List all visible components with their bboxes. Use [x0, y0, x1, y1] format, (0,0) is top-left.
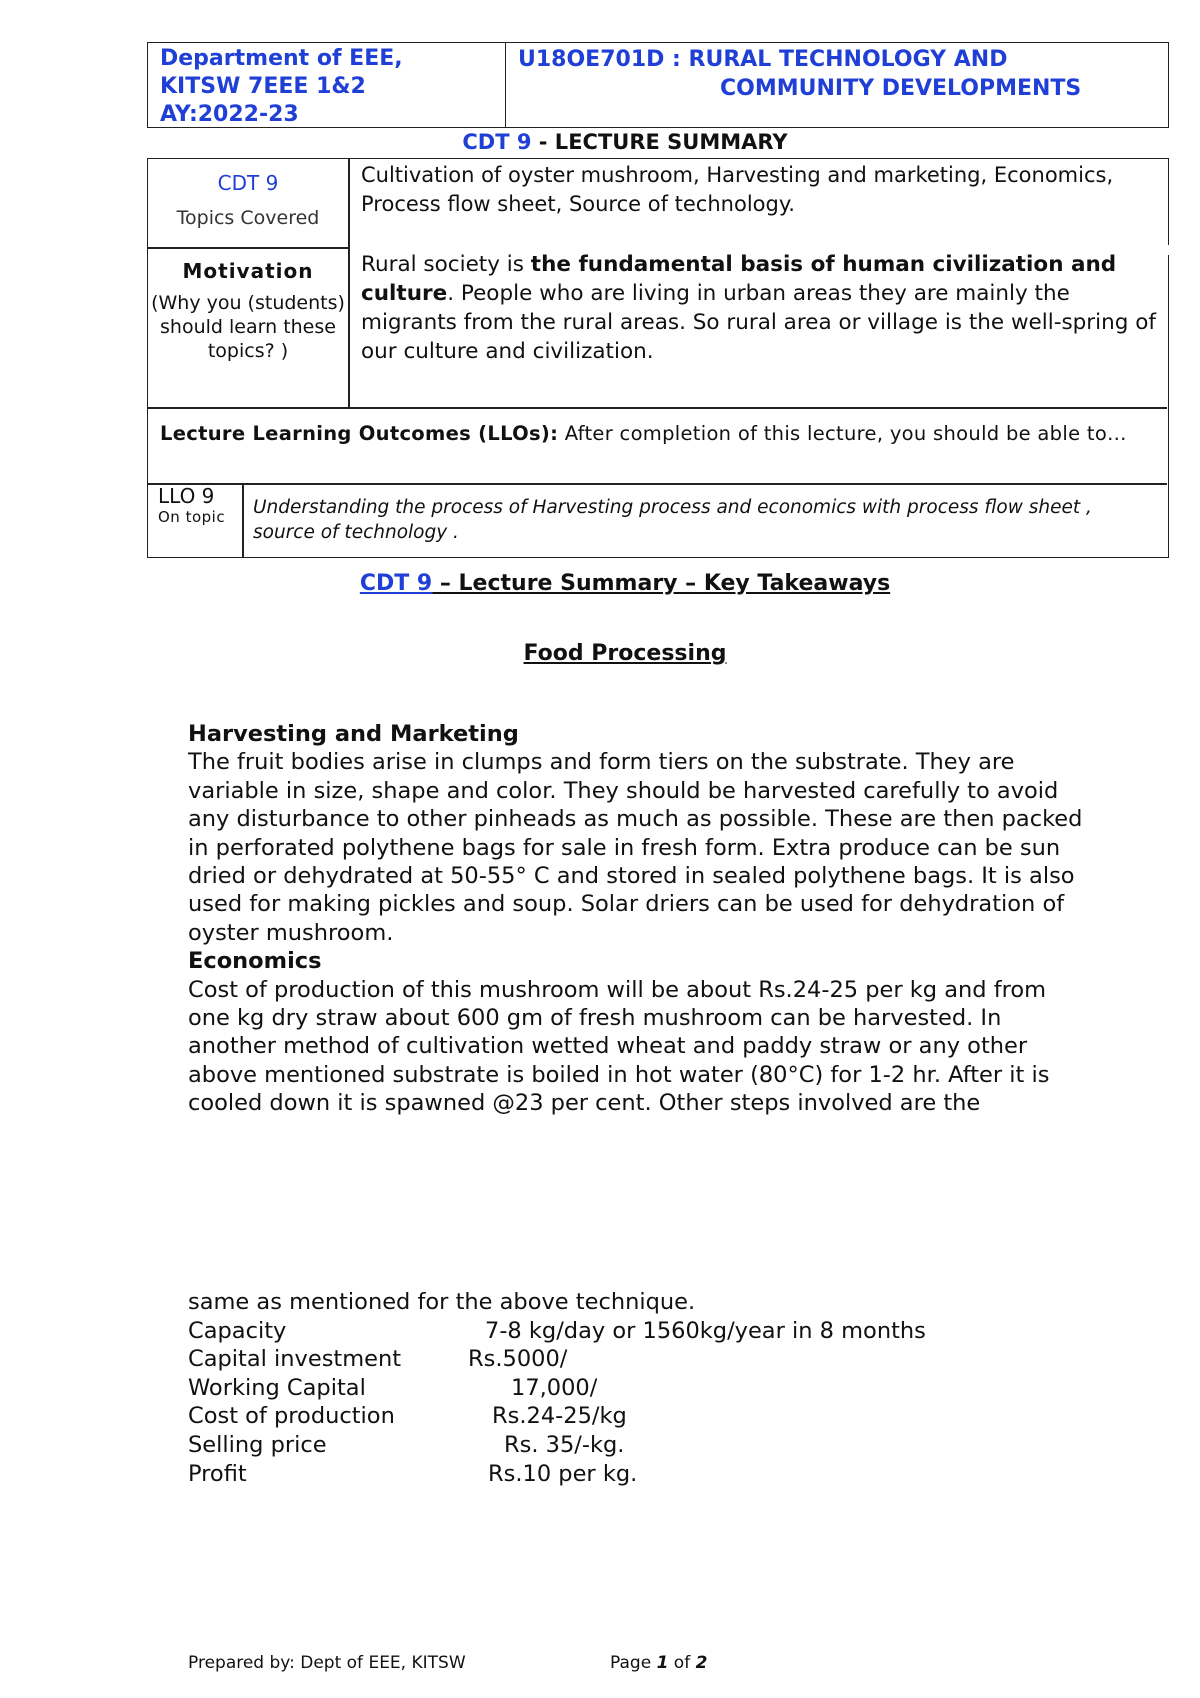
- motivation-text-end: . People who are living in urban areas they are mainly the migrants from the rural areas. So rural area or village is the well-spring of our culture and civilization.: [361, 281, 1156, 364]
- harvesting-paragraph: The fruit bodies arise in clumps and form tiers on the substrate. They are variable in size, shape and color. They should be harvested carefully to avoid any disturbance to other pinheads as much as possible. These are then packed in perforated polythene bags for sale in fresh form. Extra produce can be sun dried or dehydrated at 50-55° C and stored in sealed polythene bags. It is also used for making pickles and soup. Solar driers can be used for dehydration of oyster mushroom.: [188, 749, 1083, 946]
- footer-page-number: [610, 1653, 707, 1673]
- footer-total-pages: 2: [695, 1653, 708, 1673]
- course-title-continued: COMMUNITY DEVELOPMENTS: [720, 76, 1082, 101]
- figure-value: Rs. 35/-kg.: [504, 1431, 625, 1458]
- motivation-text-start: Rural society is: [361, 252, 531, 277]
- economics-paragraph: Cost of production of this mushroom will be about Rs.24-25 per kg and from one kg dry straw about 600 gm of fresh mushroom can be harvested. In another method of cultivation wetted wheat and paddy straw or any other above mentioned substrate is boiled in hot water (80°C) for 1-2 hr. After it is cooled down it is spawned @23 per cent. Other steps involved are the: [188, 976, 1050, 1117]
- figure-value: 17,000/: [511, 1374, 598, 1401]
- llo-number-cell: [158, 485, 238, 527]
- topics-cdt-label: CDT 9: [217, 171, 279, 195]
- motivation-label: Motivation: [182, 259, 314, 283]
- figure-row: [188, 1317, 1088, 1346]
- key-takeaways-title: [0, 571, 1200, 596]
- figure-label: Capital investment: [188, 1346, 402, 1373]
- course-code-title: U18OE701D : RURAL TECHNOLOGY AND: [518, 47, 1008, 72]
- motivation-label-cell: [148, 249, 348, 407]
- figure-label: Capacity: [188, 1317, 287, 1344]
- figure-value: Rs.5000/: [468, 1346, 568, 1373]
- figure-label: Working Capital: [188, 1374, 366, 1401]
- footer-current-page: 1: [656, 1653, 669, 1673]
- llo-number: LLO 9: [158, 484, 215, 508]
- summary-cdt-label: CDT 9: [462, 130, 532, 154]
- figure-label: Profit: [188, 1460, 247, 1487]
- footer-prepared-by: Prepared by: Dept of EEE, KITSW: [188, 1653, 466, 1673]
- llo-description: Understanding the process of Harvesting process and economics with process flow sheet , source of technology .: [253, 497, 1092, 543]
- figure-row: [188, 1374, 1088, 1403]
- figure-row: [188, 1345, 1088, 1374]
- key-takeaways-text: – Lecture Summary – Key Takeaways: [432, 571, 891, 596]
- department-cell: [148, 43, 506, 127]
- figure-value: 7-8 kg/day or 1560kg/year in 8 months: [485, 1317, 926, 1344]
- academic-year: AY:2022-23: [160, 102, 299, 127]
- topics-text: Cultivation of oyster mushroom, Harvesting and marketing, Economics, Process flow sheet, Source of technology.: [361, 163, 1114, 216]
- economics-heading: Economics: [188, 948, 322, 975]
- figure-row: [188, 1402, 1088, 1431]
- llo-heading: Lecture Learning Outcomes (LLOs):: [160, 422, 559, 445]
- section-title: Food Processing: [523, 641, 727, 666]
- llo-intro-text: After completion of this lecture, you should be able to…: [558, 422, 1127, 445]
- body-text: [188, 720, 1088, 1118]
- figure-value: Rs.24-25/kg: [492, 1403, 627, 1430]
- lecture-summary-table: [147, 158, 1169, 558]
- economics-continued: same as mentioned for the above technique.: [188, 1289, 696, 1315]
- topics-label-cell: [148, 159, 348, 247]
- footer-of-word: of: [668, 1653, 696, 1673]
- row-divider: [148, 407, 1167, 409]
- row-divider: [148, 483, 1167, 485]
- motivation-sublabel: (Why you (students) should learn these topics? ): [151, 292, 345, 362]
- figure-value: Rs.10 per kg.: [488, 1460, 638, 1487]
- figure-row: [188, 1431, 1088, 1460]
- key-takeaways-cdt-label: CDT 9: [359, 571, 433, 596]
- figure-row: [188, 1460, 1088, 1489]
- course-cell: [506, 43, 1168, 127]
- harvesting-heading: Harvesting and Marketing: [188, 721, 519, 747]
- column-divider: [348, 159, 350, 407]
- figure-label: Selling price: [188, 1431, 327, 1458]
- column-divider: [242, 483, 244, 557]
- topics-covered-label: Topics Covered: [176, 207, 320, 229]
- class-name: KITSW 7EEE 1&2: [160, 74, 366, 99]
- figure-label: Cost of production: [188, 1403, 395, 1430]
- motivation-text-bold: the fundamental basis of human civilization and culture: [361, 252, 1117, 306]
- department-name: Department of EEE,: [160, 46, 403, 71]
- motivation-text: [361, 250, 1169, 366]
- llo-on-topic: On topic: [158, 508, 226, 526]
- footer-page-word: Page: [610, 1653, 657, 1673]
- lecture-summary-title: [0, 130, 1200, 154]
- header-table: [147, 42, 1169, 128]
- llo-intro: [160, 421, 1160, 446]
- economics-figures: [188, 1288, 1088, 1488]
- summary-title-text: - LECTURE SUMMARY: [531, 130, 788, 154]
